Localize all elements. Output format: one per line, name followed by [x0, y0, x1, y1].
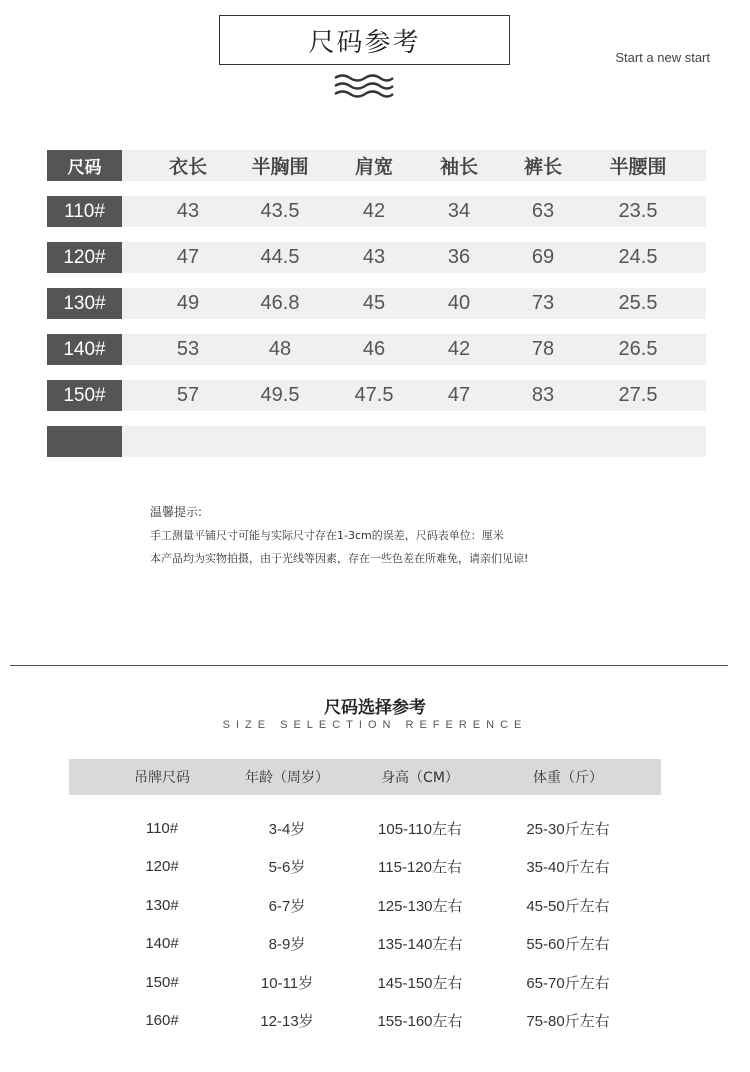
header-cell: 衣长	[168, 156, 207, 178]
table-cell: 27.5	[618, 384, 658, 406]
header-cell: 袖长	[439, 156, 478, 178]
table-cell: 10-11岁	[260, 974, 314, 992]
size-label: 120#	[47, 242, 122, 273]
table-cell: 46	[362, 338, 386, 360]
table-cell: 45	[362, 292, 386, 314]
table-cell: 35-40斤左右	[526, 859, 610, 876]
table-row	[47, 380, 706, 411]
table-cell: 53	[176, 338, 200, 360]
table-cell	[593, 426, 683, 457]
table-cell: 140#	[145, 935, 179, 952]
header-cell: 年龄（周岁）	[245, 770, 329, 786]
table-row	[69, 964, 661, 1000]
table-cell: 25.5	[618, 292, 658, 314]
table-cell: 160#	[145, 1012, 179, 1029]
size-label	[47, 426, 122, 457]
table-cell: 23.5	[618, 200, 658, 222]
table-row	[69, 810, 661, 846]
table-row	[69, 1003, 661, 1039]
table-cell: 105-110左右	[378, 820, 462, 838]
table-cell: 65-70斤左右	[526, 974, 610, 992]
table-cell: 155-160左右	[377, 1013, 463, 1030]
table-cell	[329, 426, 419, 457]
table-cell: 5-6岁	[268, 859, 306, 876]
table-cell: 47	[176, 246, 200, 268]
table-cell: 40	[447, 292, 471, 314]
table-cell: 110#	[145, 819, 179, 837]
table-cell: 49.5	[260, 384, 300, 406]
table-row	[47, 196, 706, 227]
page-title: 尺码参考	[308, 27, 421, 58]
table-cell: 125-130左右	[377, 897, 463, 915]
table-cell: 63	[531, 200, 555, 222]
table-row	[47, 288, 706, 319]
selection-title: 尺码选择参考	[324, 698, 426, 718]
table-row	[47, 334, 706, 365]
header-cell: 半胸围	[251, 156, 309, 178]
table-cell: 44.5	[260, 246, 300, 268]
table-cell: 48	[268, 338, 292, 360]
table-cell: 55-60斤左右	[526, 936, 610, 953]
table-row	[69, 887, 661, 923]
table-cell: 130#	[145, 896, 179, 914]
table-cell: 78	[531, 338, 555, 360]
table-cell: 43	[362, 246, 386, 268]
table-cell	[235, 426, 325, 457]
table-cell: 49	[176, 292, 200, 314]
table-cell: 24.5	[618, 246, 658, 268]
table-cell: 47	[447, 384, 471, 406]
table-cell: 46.8	[260, 292, 300, 314]
header-cell: 半腰围	[609, 156, 667, 178]
size-label: 150#	[47, 380, 122, 411]
tips-block	[150, 501, 528, 570]
tips-line: 本产品均为实物拍摄，由于光线等因素，存在一些色差在所难免，请亲们见谅!	[150, 552, 529, 565]
table-cell: 120#	[145, 858, 179, 875]
tips-line: 手工测量平铺尺寸可能与实际尺寸存在1-3cm的误差，尺码表单位：厘米	[150, 529, 504, 542]
header-cell: 肩宽	[354, 156, 393, 178]
table-cell: 69	[531, 246, 555, 268]
size-label: 140#	[47, 334, 122, 365]
table-cell: 43	[176, 200, 200, 222]
table-cell: 83	[531, 384, 555, 406]
size-label: 110#	[47, 196, 122, 227]
size-table-header	[47, 150, 706, 181]
table-cell: 42	[362, 200, 386, 222]
table-cell: 57	[176, 384, 200, 406]
table-cell	[498, 426, 588, 457]
table-cell: 43.5	[260, 200, 300, 222]
triple-wave-icon	[333, 73, 395, 99]
page-title-box	[219, 15, 510, 65]
table-cell: 150#	[145, 973, 179, 991]
table-cell: 26.5	[618, 338, 658, 360]
header-cell: 身高（CM）	[381, 770, 459, 786]
tagline: Start a new start	[615, 50, 710, 65]
table-cell	[414, 426, 504, 457]
header-cell: 裤长	[523, 156, 562, 178]
table-cell: 45-50斤左右	[526, 897, 610, 915]
header-cell: 尺码	[47, 150, 122, 181]
table-row	[69, 849, 661, 885]
table-cell: 73	[531, 292, 555, 314]
size-label: 130#	[47, 288, 122, 319]
table-cell: 36	[447, 246, 471, 268]
selection-table-header	[69, 759, 661, 795]
table-cell: 34	[447, 200, 471, 222]
header-cell: 体重（斤）	[533, 770, 603, 786]
table-cell: 47.5	[354, 384, 394, 406]
table-cell: 6-7岁	[268, 897, 306, 915]
table-cell: 8-9岁	[268, 936, 306, 953]
table-row	[47, 426, 706, 457]
table-cell: 145-150左右	[377, 974, 463, 992]
selection-subtitle: SIZE SELECTION REFERENCE	[222, 719, 528, 731]
table-cell: 42	[447, 338, 471, 360]
table-cell: 75-80斤左右	[526, 1013, 610, 1030]
table-row	[47, 242, 706, 273]
table-cell: 135-140左右	[377, 936, 463, 953]
table-cell: 115-120左右	[378, 859, 462, 876]
section-divider	[10, 665, 728, 666]
table-cell: 25-30斤左右	[526, 820, 610, 838]
header-cell: 吊牌尺码	[134, 770, 190, 786]
table-cell: 3-4岁	[268, 820, 306, 838]
table-row	[69, 926, 661, 962]
table-cell	[143, 426, 233, 457]
tips-title: 温馨提示:	[150, 505, 203, 519]
table-cell: 12-13岁	[260, 1013, 314, 1030]
